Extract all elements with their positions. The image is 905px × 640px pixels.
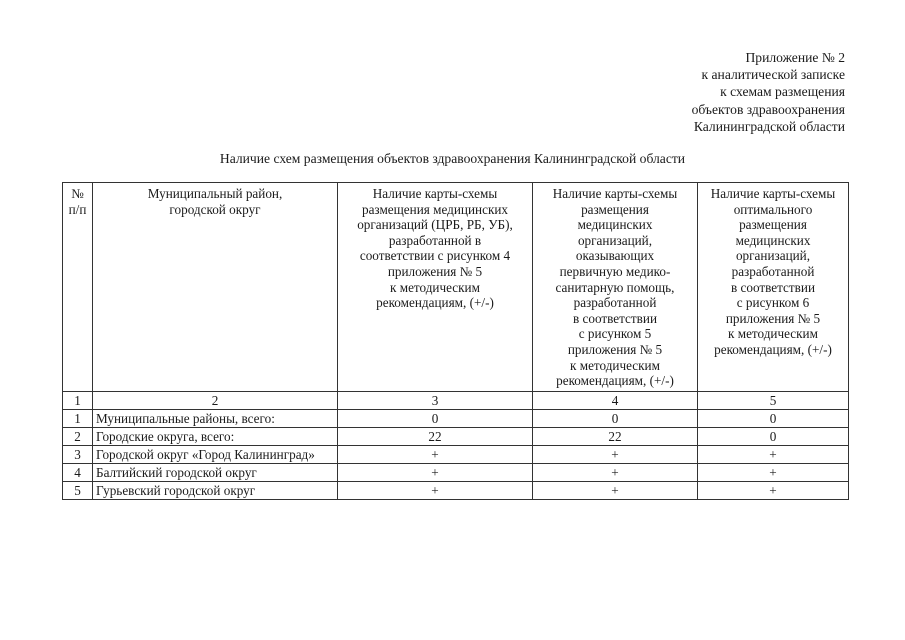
table-row <box>63 445 849 463</box>
header-line: организаций, <box>577 232 653 248</box>
row-num: 2 <box>63 427 93 445</box>
header-line: размещения <box>581 201 649 217</box>
header-line: организаций, <box>735 248 811 264</box>
header-line: разработанной <box>731 263 815 279</box>
row-value: 0 <box>698 409 849 427</box>
column-number: 2 <box>93 391 338 409</box>
table-row <box>63 409 849 427</box>
data-table <box>62 182 849 500</box>
header-col4 <box>533 183 698 392</box>
table-row <box>63 427 849 445</box>
column-number: 4 <box>533 391 698 409</box>
header-line: рекомендациям, (+/-) <box>556 373 674 389</box>
header-num <box>63 183 93 392</box>
header-line: приложения № 5 <box>725 310 821 326</box>
header-line: медицинских <box>735 232 811 248</box>
header-row <box>63 183 849 392</box>
header-line: к методическим <box>570 357 660 373</box>
header-district <box>93 183 338 392</box>
row-value: 0 <box>698 427 849 445</box>
row-value: 22 <box>338 427 533 445</box>
appendix-line: объектов здравоохранения <box>691 101 845 117</box>
header-line: первичную медико- <box>559 263 671 279</box>
row-value: + <box>533 481 698 499</box>
header-line: городской округ <box>169 201 261 217</box>
table-row <box>63 481 849 499</box>
row-name: Балтийский городской округ <box>93 463 338 481</box>
column-number-row <box>63 391 849 409</box>
row-value: + <box>338 481 533 499</box>
header-line: в соответствии <box>730 279 816 295</box>
header-line: приложения № 5 <box>567 341 663 357</box>
appendix-line: Калининградской области <box>693 118 845 134</box>
column-number: 1 <box>63 391 93 409</box>
header-line: в соответствии <box>572 310 658 326</box>
header-line: приложения № 5 <box>387 263 483 279</box>
header-line: оптимального <box>733 201 813 217</box>
header-line: разработанной в <box>388 232 482 248</box>
row-name: Муниципальные районы, всего: <box>93 409 338 427</box>
row-name: Городские округа, всего: <box>93 427 338 445</box>
row-num: 3 <box>63 445 93 463</box>
header-line: Наличие карты-схемы <box>710 186 836 201</box>
row-value: + <box>533 463 698 481</box>
header-line: рекомендациям, (+/-) <box>376 295 494 311</box>
header-line: медицинских <box>577 217 653 233</box>
header-line: п/п <box>68 201 87 217</box>
row-value: + <box>698 463 849 481</box>
header-line: № <box>71 186 84 201</box>
column-number: 5 <box>698 391 849 409</box>
row-value: 22 <box>533 427 698 445</box>
appendix-line: к аналитической записке <box>701 67 845 83</box>
row-value: + <box>338 445 533 463</box>
header-line: к методическим <box>728 326 818 342</box>
header-line: Муниципальный район, <box>147 186 283 201</box>
header-line: оказывающих <box>575 248 655 264</box>
row-num: 1 <box>63 409 93 427</box>
header-line: Наличие карты-схемы <box>552 186 678 201</box>
header-line: размещения медицинских <box>361 201 509 217</box>
row-name: Городской округ «Город Калининград» <box>93 445 338 463</box>
row-num: 5 <box>63 481 93 499</box>
appendix-line: Приложение № 2 <box>745 50 845 65</box>
table-row <box>63 463 849 481</box>
row-value: + <box>698 481 849 499</box>
header-col5 <box>698 183 849 392</box>
header-line: разработанной <box>573 295 657 311</box>
row-num: 4 <box>63 463 93 481</box>
row-value: 0 <box>533 409 698 427</box>
header-line: организаций (ЦРБ, РБ, УБ), <box>357 217 513 233</box>
row-value: + <box>698 445 849 463</box>
document-title: Наличие схем размещения объектов здравоохранения Калининградской области <box>219 151 686 166</box>
appendix-line: к схемам размещения <box>720 84 845 100</box>
column-number: 3 <box>338 391 533 409</box>
row-value: 0 <box>338 409 533 427</box>
header-line: с рисунком 6 <box>736 295 810 311</box>
header-line: с рисунком 5 <box>578 326 652 342</box>
row-value: + <box>533 445 698 463</box>
row-value: + <box>338 463 533 481</box>
header-col3 <box>338 183 533 392</box>
appendix-block <box>692 49 845 135</box>
header-line: к методическим <box>390 279 480 295</box>
header-line: санитарную помощь, <box>555 279 675 295</box>
header-line: размещения <box>739 217 807 233</box>
header-line: соответствии с рисунком 4 <box>359 248 511 264</box>
header-line: рекомендациям, (+/-) <box>714 341 832 357</box>
row-name: Гурьевский городской округ <box>93 481 338 499</box>
header-line: Наличие карты-схемы <box>372 186 498 201</box>
